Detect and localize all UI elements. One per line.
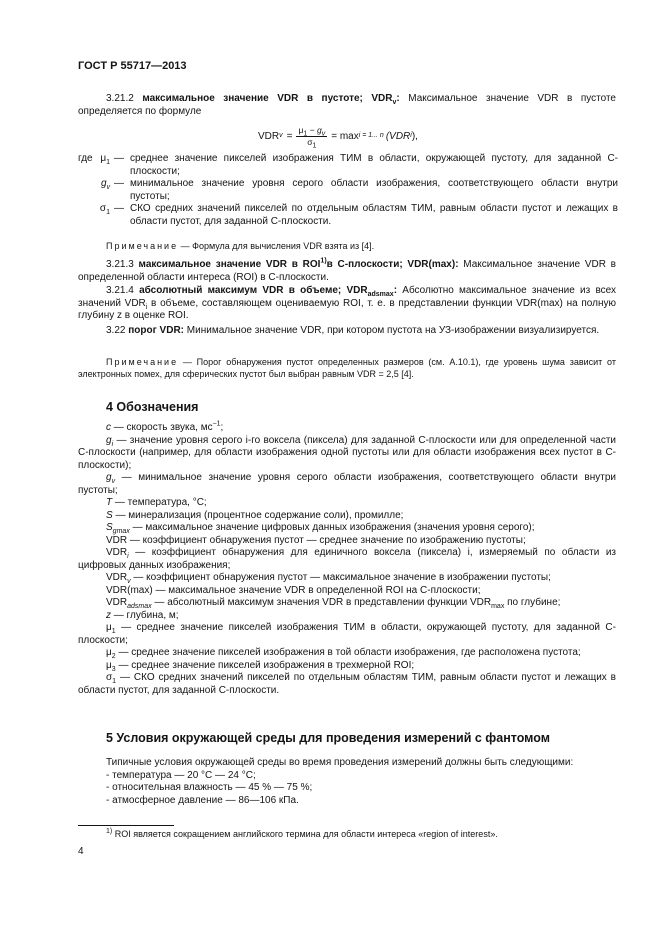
page-number: 4 [78,846,84,857]
clause-3-21-3: 3.21.3 максимальное значение VDR в ROI$^{1)}$в C-плоскости; VDR(max): Максимальное значение VDR в определенной области интереса (ROI) в C-плоскости. [78,257,616,283]
list-item: $g_v$ — минимальное значение уровня серого области изображения, соответствующего области внутри пустоты; [78,472,616,496]
list-item: $\mu_1$ — среднее значение пикселей изображения ТИМ в области, окружающей пустоту, для заданной C-плоскости; [78,622,616,646]
clause-3-21-4: 3.21.4 абсолютный максимум VDR в объеме; $VDR_{adsmax}$: Абсолютно максимальное значение из всех значений $VDR_i$ в объеме, составляющем оцениваемую ROI, т. е. в представлении функции VDR(max) на полную глубину z в оценке ROI. [78,285,616,321]
list-item: S — минерализация (процентное содержание соли), промилле; [106,509,404,521]
list-item: $\mu_2$ — среднее значение пикселей изображения в той области изображения, где расположена пустота; [106,647,581,660]
where-item: $\mu_1$ — среднее значение пикселей изображения ТИМ в области, окружающей пустоту, для заданной C-плоскости; [100,153,618,177]
list-item: $VDR_{adsmax}$ — абсолютный максимум значения VDR в представлении функции $VDR_{max}$ по глубине; [106,597,561,610]
section-5-intro: Типичные условия окружающей среды во время проведения измерений должны быть следующими: [106,757,574,768]
clause-3-21-2: 3.21.2 максимальное значение VDR в пустоте; $VDR_v$: Максимальное значение VDR в пустоте определяется по формуле [78,93,616,117]
where-label: где [78,153,93,164]
section-5-title: 5 Условия окружающей среды для проведения измерений с фантомом [106,731,550,745]
list-item: $\sigma_1$ — СКО средних значений пикселей по отдельным областям ТИМ, равным области пустот и лежащих в области пустот, для заданной C-плоскости. [78,672,616,696]
list-item: - относительная влажность — 45 % — 75 %; [106,782,313,793]
list-item: - температура — 20 °C — 24 °C; [106,769,256,781]
list-item: $S_{gmax}$ — максимальное значение цифровых данных изображения (значения уровня серого); [106,522,535,535]
section-5-body [78,757,616,807]
formula-vdr-v: VDR v = $\frac{\mu_1 - g_v}{\sigma_1}$ = max i = 1... n (VDR i ), [258,124,418,150]
footnote: $^{1)}$ ROI является сокращением английского термина для области интереса «region of interest». [106,828,498,839]
list-item: - атмосферное давление — 86—106 кПа. [106,794,299,806]
fraction: $\frac{\mu_1 - g_v}{\sigma_1}$ [298,124,326,150]
clause-3-22: 3.22 порог VDR: Минимальное значение VDR, при котором пустота на УЗ-изображении визуализируется. [106,325,600,336]
section-4-list [78,422,616,697]
footnote-divider [78,825,174,826]
list-item: $\mu_3$ — среднее значение пикселей изображения в трехмерной ROI; [106,659,415,673]
list-item: $VDR_i$ — коэффициент обнаружения для единичного воксела (пиксела) i, измеряемый по области из цифровых данных изображения; [78,547,616,571]
list-item: T — температура, °C; [106,497,207,508]
list-item: z — глубина, м; [106,609,179,621]
where-item: $\sigma_1$ — СКО средних значений пикселей по отдельным областям ТИМ, равным области пустот и лежащих в области пустот, для заданной C-плоскости. [99,203,618,227]
list-item: c — скорость звука, $мс^{-1}$; [106,420,224,433]
note-1: Примечание — Формула для вычисления VDR взята из [4]. [106,241,375,251]
where-list [78,153,618,228]
list-item: $g_i$ — значение уровня серого i-го воксела (пиксела) для заданной C-плоскости или для определенной части C-плоскости (например, для области изображения одной пустоты или для области изображения всех пустот в C-плоскости); [78,434,616,471]
list-item: VDR(max) — максимальное значение VDR в определенной ROI на C-плоскости; [106,584,481,596]
note-2: Примечание — Порог обнаружения пустот определенных размеров (см. А.10.1), где уровень шума зависит от электронных помех, для сферических пустот был выбран равным VDR = 2,5 [4]. [78,357,616,379]
section-4-title: 4 Обозначения [106,400,199,414]
where-item: $g_v$ — минимальное значение уровня серого области изображения, соответствующего области внутри пустоты; [100,178,618,202]
term: максимальное значение VDR в пустоте; $VDR_v$: [142,93,400,106]
document-header: ГОСТ Р 55717—2013 [78,60,187,72]
list-item: $VDR_v$ — коэффициент обнаружения пустот — максимальное значение в изображении пустоты; [106,572,551,585]
list-item: VDR — коэффициент обнаружения пустот — среднее значение по изображению пустоты; [106,534,526,546]
